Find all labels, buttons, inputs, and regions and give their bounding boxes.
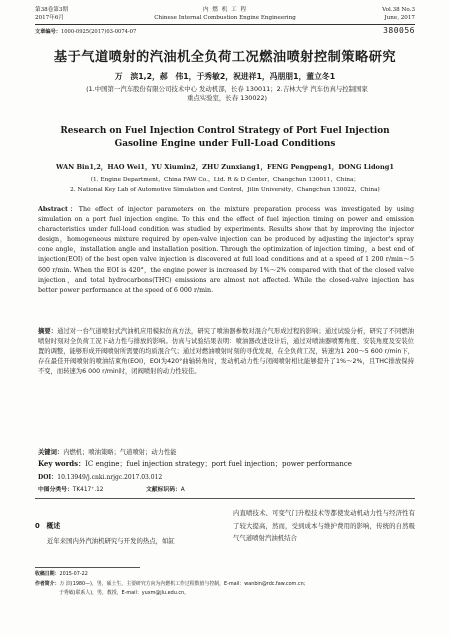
doi-link[interactable]: 10.13949/j.cnki.nrjgc.2017.03.012 xyxy=(57,474,163,481)
section-heading: 0 概述 xyxy=(35,522,61,530)
affiliation-en-line: 2. National Key Lab of Automotive Simulation and Control，Jilin University，Changchun 130022，China) xyxy=(70,186,380,193)
header-journal-en: Chinese Internal Combustion Engine Engineering xyxy=(154,14,296,21)
keywords-english xyxy=(38,459,414,469)
abstract-en-text: The effect of injector parameters on the mixture preparation process was investigated by using simulation on a port fuel injection engine. To this end the effect of fuel injection timing on power and emission characteristics under full-load condition was studied by experiments. Results show that by improving the injector design，homogeneous mixture required by open-valve injection can be produced by adjusting the injector's spray cone angle，installation angle and installation position. Through the optimization of injection timing，a best end of injection(EOI) of the best open valve injection is discovered at full load conditions and at a speed of 1 200 r/min～5 600 r/min. When the EOI is 420°，the engine power is increased by 1%～2% compared with that of the closed valve injection，and total hydrocarbons(THC) emissions are almost not affected. While the closed-valve injection has better power performance at the speed of 6 000 r/min. xyxy=(38,206,414,294)
affiliations-chinese xyxy=(60,85,394,104)
affiliations-english xyxy=(20,176,430,196)
keywords-en-text: IC engine；fuel injection strategy；port fuel injection；power performance xyxy=(85,460,352,468)
header-journal-cn: 内 燃 机 工 程 xyxy=(202,7,248,13)
abstract-en-label: Abstract： xyxy=(38,206,79,213)
clc-label: 中图分类号： xyxy=(38,487,73,493)
author-bio-text: 万 滨(1980—)，男，硕士生，主要研究方向为内燃机工作过程数值与控制，E-mail：wanbin@rdc.faw.com.cn； xyxy=(59,580,309,587)
footnote-received xyxy=(35,570,415,580)
classification xyxy=(38,484,185,493)
document-code-value: A xyxy=(180,487,185,493)
header-date-cn: 2017年6月 xyxy=(35,14,64,21)
keywords-cn-label: 关键词： xyxy=(38,449,64,456)
document-code xyxy=(146,484,185,493)
article-number-label: 文章编号： xyxy=(35,29,61,35)
title-chinese: 基于气道喷射的汽油机全负荷工况燃油喷射控制策略研究 xyxy=(53,50,397,65)
doi xyxy=(38,472,162,481)
abstract-chinese xyxy=(38,327,414,377)
contact-email[interactable]: yuxm@jlu.edu.cn。 xyxy=(141,590,190,597)
header-journal xyxy=(35,7,415,22)
affiliation-cn-line: 重点实验室，长春 130022) xyxy=(186,94,268,103)
abstract-divider xyxy=(35,498,415,499)
abstract-english xyxy=(38,205,414,296)
title-english xyxy=(30,125,420,152)
keywords-chinese xyxy=(38,447,414,456)
abstract-cn-label: 摘要： xyxy=(38,328,58,335)
keywords-cn-text: 内燃机；喷油策略；气道喷射；动力性能 xyxy=(63,449,177,456)
header-vol-cn: 第38卷第3期 xyxy=(35,7,69,13)
footnote-author xyxy=(35,580,415,590)
author-bio-label: 作者简介： xyxy=(35,580,60,587)
body-paragraph: 近年来国内外汽油机研究与开发的热点，如缸 xyxy=(47,537,175,545)
document-code-label: 文献标识码： xyxy=(146,487,181,493)
footnote-contact xyxy=(35,589,415,599)
received-label: 收稿日期： xyxy=(35,571,60,577)
keywords-en-label: Key words： xyxy=(38,459,86,468)
doi-label: DOI： xyxy=(38,474,58,481)
header-date-en: June, 2017 xyxy=(384,14,415,21)
affiliation-en-line: (1. Engine Department，China FAW Co.，Ltd. R & D Center，Changchun 130011，China； xyxy=(90,177,360,183)
authors-english: WAN Bin1,2，HAO Wei1，YU Xiumin2，ZHU Zunxiang1，FENG Pengpeng1，DONG Lidong1 xyxy=(56,163,394,171)
clc-code: TK417⁺.12 xyxy=(72,487,104,493)
title-en-line: Research on Fuel Injection Control Strategy of Port Fuel Injection xyxy=(60,126,390,136)
body-column-right: 内直喷技术、可变气门升程技术等都使发动机动力性与经济性有了较大提高，然而，受到成本与维护费用的影响，传统的自然吸气气道喷射汽油机结合 xyxy=(233,509,415,542)
received-date: 2015-07-22 xyxy=(59,571,88,577)
article-number xyxy=(35,28,136,35)
page-code: 380056 xyxy=(383,26,415,35)
contact-label: 于秀敏(联系人)，男，教授，E-mail： xyxy=(59,590,142,597)
authors-chinese: 万 滨1,2，郝 伟1，于秀敏2，祝进祥1，冯朋朋1，董立冬1 xyxy=(114,72,336,81)
header-divider xyxy=(35,24,415,25)
header-volume-en xyxy=(382,7,415,22)
body-column-left xyxy=(35,507,215,547)
affiliation-cn-line: (1.中国第一汽车股份有限公司技术中心 发动机部，长春 130011；2.吉林大学 汽车仿真与控制国家 xyxy=(86,85,368,93)
title-en-line: Gasoline Engine under Full-Load Conditions xyxy=(114,139,336,150)
header-vol-en: Vol.38 No.3 xyxy=(382,7,415,13)
footnote-divider xyxy=(35,567,140,568)
article-number-value: 1000-0925(2017)03-0074-07 xyxy=(60,29,137,35)
footnote xyxy=(35,570,415,599)
abstract-cn-text: 通过对一台气道喷射式汽油机应用模拟仿真方法，研究了喷油器参数对混合气形成过程的影响；通过试验分析，研究了不同燃油喷射时刻对全负荷工况下动力性与排放的影响。仿真与试验结果表明：喷油器改进设计后，通过对喷油器喷雾角度、安装角度及安装位置的调整，能够形成开阀喷射所需要的均质混合气；通过对燃油喷射时刻的寻优发现，在全负荷工况，转速为1 200～5 600 r/min下，存在最佳开阀喷射的喷油结束角(EOI)，EOI为420°曲轴转角时，发动机动力性与闭阀喷射相比能够提升了1%～2%，且THC排放保持不变，而转速为6 000 r/min时，闭阀喷射的动力性较佳。 xyxy=(38,328,415,375)
